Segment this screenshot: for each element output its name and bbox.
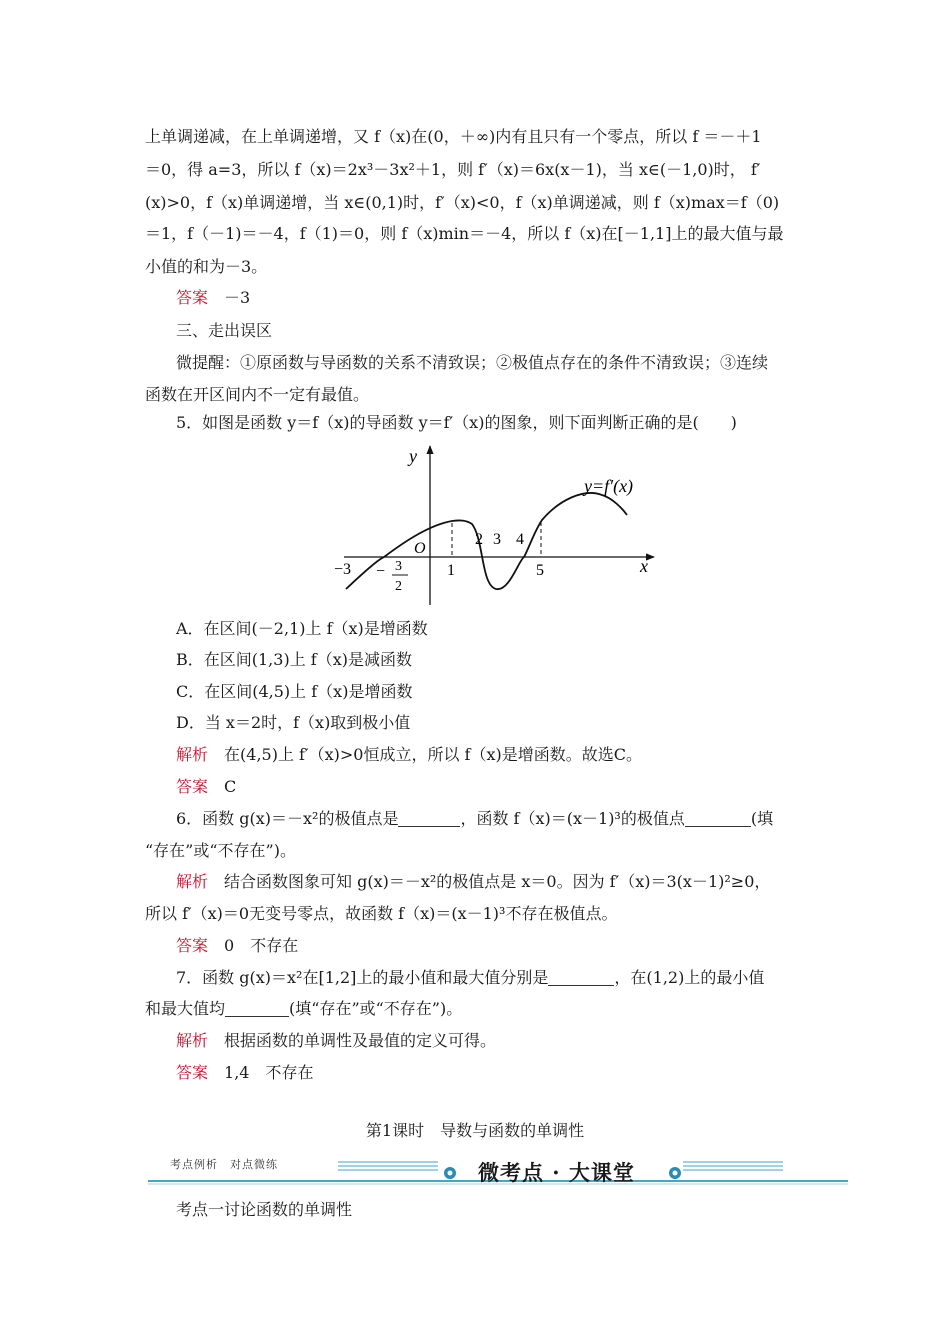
analysis-text: 在(4,5)上 f′（x)>0恒成立，所以 f（x)是增函数。故选C。 — [224, 745, 642, 764]
answer-value: 0 不存在 — [224, 936, 299, 955]
answer-row-4 — [176, 288, 250, 308]
analysis-label: 解析 — [176, 872, 209, 891]
tick-2: 2 — [475, 531, 483, 548]
answer-label: 答案 — [176, 288, 209, 307]
tick-neg3-2-den: 2 — [395, 579, 402, 594]
tick-neg3-2-sign: − — [376, 563, 386, 580]
q6-answer — [176, 936, 298, 956]
solution-line-1: 上单调递减，在上单调递增，又 f（x)在(0，＋∞)内有且只有一个零点，所以 f ＝－＋1 — [145, 127, 762, 146]
banner-left-text: 考点例析 对点微练 — [170, 1158, 278, 1171]
derivative-graph — [334, 440, 664, 610]
curve-label: y=f′(x) — [584, 476, 634, 496]
x-axis-label: x — [640, 556, 648, 576]
q5-option-c: C．在区间(4,5)上 f（x)是增函数 — [176, 682, 413, 701]
q7-stem-b: ，在(1,2)上的最小值 — [614, 968, 765, 987]
q5-option-a: A．在区间(－2,1)上 f（x)是增函数 — [176, 619, 428, 638]
solution-line-3: (x)>0，f（x)单调递增，当 x∈(0,1)时，f′（x)<0，f（x)单调递减，则 f（x)max＝f（0) — [145, 193, 780, 212]
analysis-text: 根据函数的单调性及最值的定义可得。 — [224, 1031, 497, 1050]
q7-stem-a: 7．函数 g(x)＝x²在[1,2]上的最小值和最大值分别是 — [176, 968, 549, 987]
solution-line-5: 小值的和为－3。 — [145, 257, 268, 276]
q6-stem-a: 6．函数 g(x)＝－x²的极值点是 — [176, 809, 399, 828]
q6-blank-2 — [685, 810, 751, 827]
origin-label: O — [414, 540, 426, 557]
q5-option-d: D．当 x＝2时，f（x)取到极小值 — [176, 713, 411, 732]
q5-answer — [176, 777, 236, 797]
q5-option-b: B．在区间(1,3)上 f（x)是减函数 — [176, 650, 412, 669]
q7-stem2-a: 和最大值均 — [145, 999, 226, 1018]
solution-line-4: ＝1，f（－1)＝－4，f（1)＝0，则 f（x)min＝－4，所以 f（x)在[－1,1]上的最大值与最 — [145, 224, 784, 243]
q7-analysis — [176, 1031, 496, 1051]
analysis-text: 结合函数图象可知 g(x)＝－x²的极值点是 x＝0。因为 f′（x)＝3(x－1)²≥0， — [224, 872, 771, 891]
q6-stem-c: (填 — [750, 809, 774, 828]
analysis-label: 解析 — [176, 745, 209, 764]
section-banner — [148, 1153, 848, 1187]
answer-value: C — [224, 777, 237, 796]
q6-stem — [176, 809, 773, 829]
q7-stem — [176, 968, 764, 988]
tick-4: 4 — [516, 531, 524, 548]
tick-3: 3 — [493, 531, 501, 548]
tick-5: 5 — [536, 562, 544, 579]
answer-label: 答案 — [176, 936, 209, 955]
q6-stem-line-2: “存在”或“不存在”)。 — [145, 841, 296, 860]
lesson-title: 第1课时 导数与函数的单调性 — [365, 1121, 585, 1140]
q5-analysis — [176, 745, 642, 765]
answer-label: 答案 — [176, 777, 209, 796]
q6-blank-1 — [398, 810, 460, 827]
solution-line-2: ＝0，得 a=3，所以 f（x)＝2x³－3x²＋1，则 f′（x)＝6x(x－1)，当 x∈(－1,0)时， f′ — [145, 160, 761, 179]
tip-line-1: 微提醒：①原函数与导函数的关系不清致误；②极值点存在的条件不清致误；③连续 — [176, 353, 769, 372]
q6-stem-b: ，函数 f（x)＝(x－1)³的极值点 — [460, 809, 685, 828]
answer-value: 1,4 不存在 — [224, 1063, 314, 1082]
section-title: 三、走出误区 — [176, 321, 273, 340]
q7-blank-2 — [225, 1000, 289, 1017]
banner-title: 微考点 · 大课堂 — [478, 1160, 635, 1185]
tick-neg3-2-num: 3 — [395, 559, 402, 574]
tick-neg3: −3 — [334, 561, 352, 578]
derivative-curve — [346, 493, 627, 589]
tip-line-2: 函数在开区间内不一定有最值。 — [145, 385, 370, 404]
q6-analysis-2: 所以 f′（x)＝0无变号零点，故函数 f（x)＝(x－1)³不存在极值点。 — [145, 904, 618, 923]
tick-1: 1 — [447, 562, 455, 579]
q7-answer — [176, 1063, 313, 1083]
y-axis-label: y — [409, 446, 417, 466]
q7-stem2-b: (填“存在”或“不存在”)。 — [289, 999, 463, 1018]
answer-value: －3 — [224, 288, 251, 307]
q5-stem: 5．如图是函数 y＝f（x)的导函数 y＝f′（x)的图象，则下面判断正确的是( ) — [176, 413, 737, 432]
q7-blank-1 — [548, 969, 614, 986]
topic-heading: 考点一讨论函数的单调性 — [176, 1200, 353, 1219]
analysis-label: 解析 — [176, 1031, 209, 1050]
q6-analysis-1 — [176, 872, 770, 892]
q7-stem-line-2 — [145, 999, 462, 1019]
answer-label: 答案 — [176, 1063, 209, 1082]
